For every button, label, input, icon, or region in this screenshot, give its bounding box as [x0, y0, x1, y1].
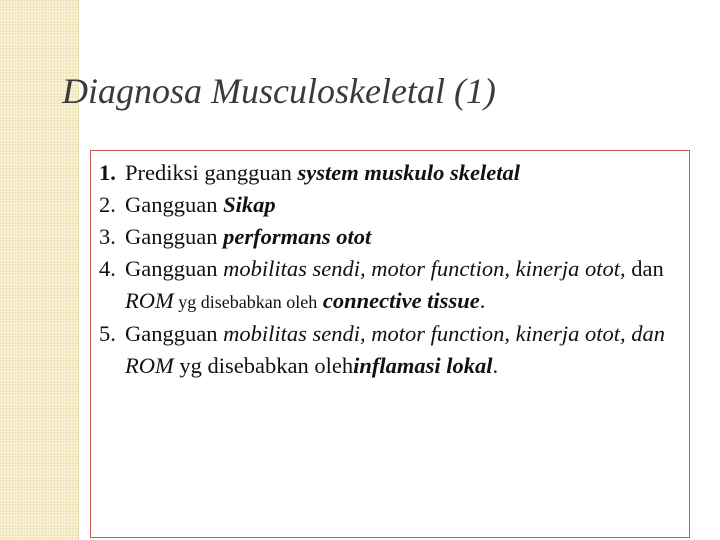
item-small-text: yg disebabkan oleh — [173, 292, 318, 312]
item-number: 3. — [99, 224, 116, 249]
item-number: 1. — [99, 160, 116, 185]
list-item — [99, 318, 689, 382]
list-item — [99, 189, 689, 221]
item-text: Gangguan — [125, 256, 224, 281]
item-text: yg disebabkan oleh — [173, 353, 354, 378]
list-item — [99, 157, 689, 189]
item-text: Gangguan — [125, 321, 224, 346]
item-emphasis: inflamasi lokal — [353, 353, 493, 378]
content-box — [90, 150, 690, 538]
item-text: Gangguan — [125, 192, 224, 217]
item-text: Prediksi gangguan — [125, 160, 298, 185]
item-text: . — [479, 288, 486, 313]
list-item — [99, 253, 689, 318]
item-emphasis: Sikap — [223, 192, 276, 217]
item-italic-text: ROM — [125, 288, 174, 313]
item-number: 5. — [99, 321, 116, 346]
list-item — [99, 221, 689, 253]
item-emphasis: connective tissue — [317, 288, 480, 313]
item-italic-text: mobilitas sendi, motor function, kinerja otot, dan ROM — [125, 321, 665, 378]
item-number: 2. — [99, 192, 116, 217]
item-text: Gangguan — [125, 224, 224, 249]
item-text: . — [492, 353, 499, 378]
item-italic-text: mobilitas sendi, motor function, kinerja otot, — [223, 256, 626, 281]
item-emphasis: performans otot — [223, 224, 372, 249]
slide-title: Diagnosa Musculoskeletal (1) — [62, 71, 496, 111]
item-emphasis: system muskulo skeletal — [297, 160, 520, 185]
item-number: 4. — [99, 256, 116, 281]
item-text: dan — [625, 256, 664, 281]
